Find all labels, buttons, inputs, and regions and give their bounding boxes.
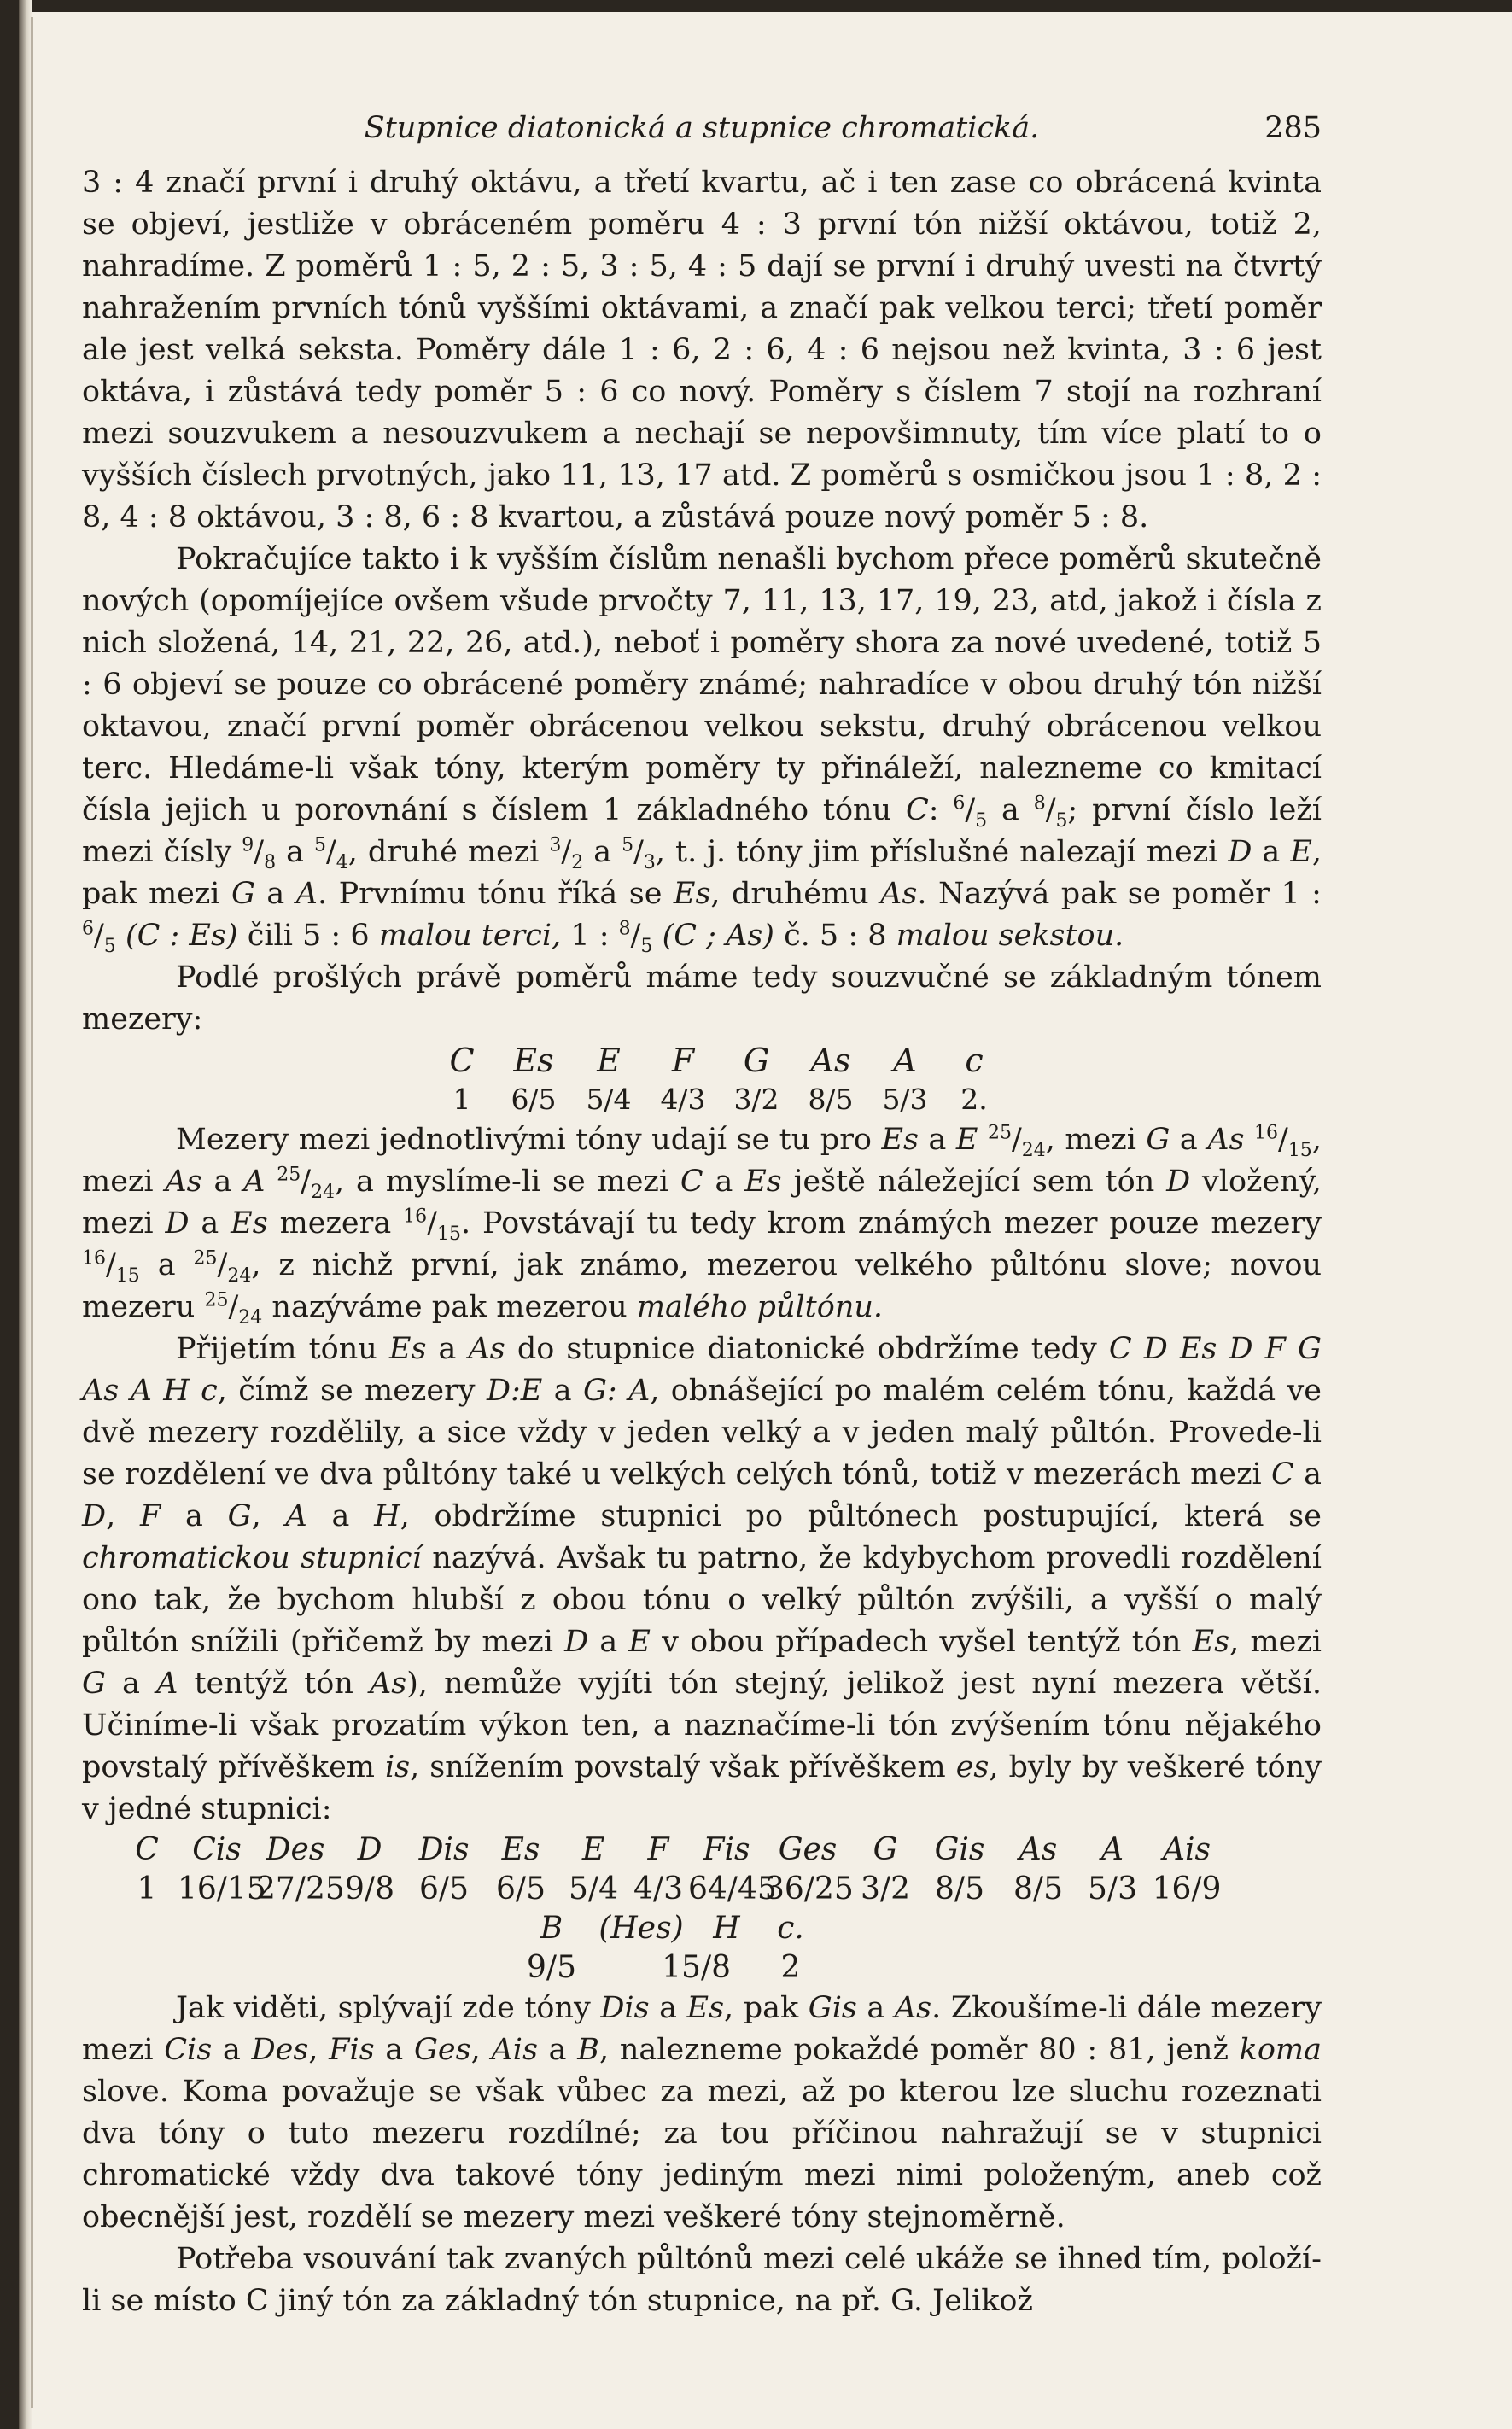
scale-ratio: 1 [452,1083,471,1116]
chromatic-ratio: 27/25 [256,1871,345,1906]
p5-t2: do stupnice diatonické obdržíme tedy [517,1332,1097,1366]
chromatic-name: E [581,1832,605,1867]
chromatic-ratio: 64/45 [688,1871,777,1906]
chromatic-ratio: 9/8 [345,1871,394,1906]
chromatic-ratio: 9/5 [527,1950,576,1985]
scale-ratio: 8/5 [808,1083,854,1116]
p2-text-a: Pokračujíce takto i k vyšším číslům nenašli bychom přece poměrů skutečně nových (opomíjejíce ovšem všude prvočty 7, 11, 13, 17, 19, 23, atd, jakož i čísla z nich složená, 14, 21, 22, 26, atd.), neboť i poměry shora za nové uvedené, totiž 5 : 6 objeví se pouze co obrácené poměry známé; nahradíce v obou druhý tón nižší oktavou, značí první poměr obrácenou velkou sekstu, druhý obrácenou velkou terc. Hledáme-li však tóny, kterým poměry ty přináleží, nalezneme co kmitací čísla jejich u porovnání s číslem 1 základného tónu [82,542,1322,827]
p5-t6: chromatickou stupnicí [82,1541,422,1575]
running-head: Stupnice diatonická a stupnice chromatická. [364,111,1040,145]
chromatic-ratio: 5/4 [569,1871,618,1906]
p6-t2: , pak [724,1991,799,2025]
p2-text-d: , t. j. tóny jim příslušné nalezají mezi [655,835,1218,869]
p4-t4: , a myslíme-li se mezi [335,1165,669,1199]
chromatic-ratio: 16/9 [1152,1871,1222,1906]
p2-text-b: ; první číslo leží mezi čísly [82,793,1322,869]
paragraph-4: Mezery mezi jednotlivými tóny udají se tu pro Es a E $^{25}/_{24}$, mezi G a As $^{16}/_{15}$, mezi As a A $^{25}/_{24}$, a myslíme-li se mezi C a Es ještě náležející sem tón D vložený, mezi D a Es mezera $^{16}/_{15}$. Povstávají tu tedy krom známých mezer pouze mezery $^{16}/_{15}$ a $^{25}/_{24}$, z nichž první, jak známo, mezerou velkého půltónu slove; novou mezeru $^{25}/_{24}$ nazýváme pak mezerou malého půltónu. [82,1122,1322,1328]
chromatic-ratio: 6/5 [419,1871,469,1906]
scale-name: G [743,1042,770,1079]
paragraph-5: Přijetím tónu Es a As do stupnice diatonické obdržíme tedy C D Es D F G As A H c, čímž se mezery D:E a G: A, obnášející po malém celém tónu, každá ve dvě mezery rozdělily, a sice vždy v jeden velký a v jeden malý půltón. Provede-li se rozdělení ve dva půltóny také u velkých celých tónů, totiž v mezerách mezi C a D, F a G, A a H, obdržíme stupnici po půltónech postupující, která se chromatickou stupnicí nazývá. Avšak tu patrno, že kdybychom provedli rozdělení ono tak, že bychom hlubší z obou tónu o velký půltón zvýšili, a vyšší o malý půltón snížili (přičemž by mezi D a E v obou případech vyšel tentýž tón Es, mezi G a A tentýž tón As), nemůže vyjíti tón stejný, jelikož jest nyní mezera větší. Učiníme-li však prozatím výkon ten, a naznačíme-li tón zvýšením tónu nějakého povstalý přívěškem is, snížením povstalý však přívěškem es, byly by veškeré tóny v jedné stupnici: [82,1332,1322,1826]
chromatic-ratio: 5/3 [1088,1871,1137,1906]
chromatic-name: A [1101,1832,1124,1867]
chromatic-ratio: 2 [780,1950,801,1985]
p4-t5: ještě náležející sem tón [793,1165,1155,1199]
p6-t3: . Zkoušíme-li dále mezery mezi [82,1991,1322,2067]
p5-t9: , mezi [1229,1625,1322,1659]
paragraph-1: 3 : 4 značí první i druhý oktávu, a třetí kvartu, ač i ten zase co obrácená kvinta se objeví, jestliže v obráceném poměru 4 : 3 první tón nižší oktávou, totiž 2, nahradíme. Z poměrů 1 : 5, 2 : 5, 3 : 5, 4 : 5 dají se první i druhý uvesti na čtvrtý nahražením prvních tónů vyššími oktávami, a značí pak velkou terci; třetí poměr ale jest velká seksta. Poměry dále 1 : 6, 2 : 6, 4 : 6 nejsou než kvinta, 3 : 6 jest oktáva, i zůstává tedy poměr 5 : 6 co nový. Poměry s číslem 7 stojí na rozhraní mezi souzvukem a nesouzvukem a nechají se nepovšimnuty, tím více platí to o vyšších číslech prvotných, jako 11, 13, 17 atd. Z poměrů s osmičkou jsou 1 : 8, 2 : 8, 4 : 8 oktávou, 3 : 8, 6 : 8 kvartou, a zůstává pouze nový poměr 5 : 8. [82,166,1322,534]
chromatic-name: Cis [192,1832,242,1867]
chromatic-ratio: 6/5 [496,1871,546,1906]
scale-ratios-row [428,1080,1017,1119]
scale-ratio: 5/4 [586,1083,632,1116]
chromatic-name: (Hes) [598,1911,684,1946]
p4-t6: vložený, mezi [82,1165,1322,1241]
p4-t11: malého půltónu. [636,1290,884,1324]
chromatic-ratios-row [116,1870,1311,1909]
p4-t8: . Povstávají tu tedy krom známých mezer pouze mezery [460,1206,1322,1241]
scale-ratio: 6/5 [511,1083,557,1116]
chromatic-name: Fis [703,1832,750,1867]
p2-text-j: č. 5 : 8 [784,919,887,953]
p5-t5: , obdržíme stupnici po půltónech postupující, která se [400,1499,1322,1533]
p5-t11: ), nemůže vyjíti tón stejný, jelikož jest nyní mezera větší. Učiníme-li však prozatím výkon ten, a naznačíme-li tón zvýšením tónu nějakého povstalý přívěškem [82,1667,1322,1784]
chromatic-names-row [116,1831,1311,1870]
scale-ratio: 4/3 [660,1083,706,1116]
p4-t10: nazýváme pak mezerou [271,1290,628,1324]
chromatic-name: Ges [778,1832,838,1867]
paragraph-7: Potřeba vsouvání tak zvaných půltónů mezi celé ukáže se ihned tím, položí-li se místo C jiný tón za základný tón stupnice, na př. G. Jelikož [82,2242,1322,2318]
paragraph-3: Podlé prošlých právě poměrů máme tedy souzvučné se základným tónem mezery: [82,961,1322,1036]
p2-text-g: . Nazývá pak se poměr 1 : [917,877,1322,911]
page-number: 285 [1264,111,1322,145]
chromatic-ratio: 4/3 [633,1871,683,1906]
p2-text-h: čili 5 : 6 [247,919,370,953]
chromatic-ratio: 8/5 [1013,1871,1063,1906]
page-margin-line [31,17,33,2408]
paragraph-2: Pokračujíce takto i k vyšším číslům nenašli bychom přece poměrů skutečně nových (opomíjejíce ovšem všude prvočty 7, 11, 13, 17, 19, 23, atd, jakož i čísla z nich složená, 14, 21, 22, 26, atd.), neboť i poměry shora za nové uvedené, totiž 5 : 6 objeví se pouze co obrácené poměry známé; nahradíce v obou druhý tón nižší oktavou, značí první poměr obrácenou velkou sekstu, druhý obrácenou velkou terc. Hledáme-li však tóny, kterým poměry ty přináleží, nalezneme co kmitací čísla jejich u porovnání s číslem 1 základného tónu C: $^6/_5$ a $^8/_5$; první číslo leží mezi čísly $^9/_8$ a $^5/_4$, druhé mezi $^3/_2$ a $^5/_3$, t. j. tóny jim příslušné nalezají mezi D a E, pak mezi G a A. Prvnímu tónu říká se Es, druhému As. Nazývá pak se poměr 1 : $^6/_5$ (C : Es) čili 5 : 6 malou terci, 1 : $^8/_5$ (C ; As) č. 5 : 8 malou sekstou. [82,542,1322,957]
chromatic-ratio: 36/25 [765,1871,854,1906]
chromatic-name: B [540,1911,563,1946]
chromatic-name: Dis [418,1832,470,1867]
scale-name: A [893,1042,917,1079]
p4-t2: , mezi [1045,1123,1136,1157]
p4-t1: Mezery mezi jednotlivými tóny udají se tu pro [176,1123,872,1157]
chromatic-ratio: 1 [137,1871,157,1906]
consonant-intervals-table [82,1041,1017,1119]
chromatic-name: C [135,1832,159,1867]
chromatic-name: H [713,1911,740,1946]
p5-t8: v obou případech vyšel tentýž tón [662,1625,1182,1659]
page-header [82,111,1322,162]
p6-t1: Jak viděti, splývají zde tóny [176,1991,591,2025]
scale-name: E [597,1042,621,1079]
p2-text-i: malou terci, [378,919,562,953]
p6-t6: slove. Koma považuje se však vůbec za mezi, až po kterou lze sluchu rozeznati dva tóny o tuto mezeru rozdílné; za tou příčinou nahražují se v stupnici chromatické vždy dva takové tóny jediným mezi nimi položeným, aneb což obecnější jest, rozdělí se mezery mezi veškeré tóny stejnoměrně. [82,2075,1322,2234]
chromatic-name: c. [777,1911,804,1946]
scale-name: F [671,1042,695,1079]
p2-text-e: . Prvnímu tónu říká se [318,877,663,911]
chromatic-name: As [1019,1832,1058,1867]
p4-t7: mezera [279,1206,392,1241]
p2-text-f: , druhému [710,877,869,911]
scale-name: Es [513,1042,554,1079]
scan-binding-edge [0,0,19,2429]
chromatic-ratio: 8/5 [935,1871,984,1906]
p5-t1: Přijetím tónu [176,1332,377,1366]
chromatic-name: F [647,1832,669,1867]
chromatic-name: Es [501,1832,540,1867]
chromatic-ratios-row-2 [116,1948,1311,1988]
p4-t9: , z nichž první, jak známo, mezerou velkého půltónu slove; novou mezeru [82,1248,1322,1324]
p6-t4: , nalezneme pokaždé poměr 80 : 81, jenž [598,2033,1229,2067]
chromatic-ratio: 16/15 [178,1871,266,1906]
chromatic-name: D [357,1832,382,1867]
chromatic-name: G [873,1832,898,1867]
p5-t7: nazývá. Avšak tu patrno, že kdybychom provedli rozdělení ono tak, že bychom hlubší z obou tónu o velký půltón zvýšili, a vyšší o malý půltón snížili (přičemž by mezi [82,1541,1322,1659]
p5-t12: , snížením povstalý však přívěškem [410,1750,946,1784]
body-text [82,162,1322,2322]
chromatic-ratio: 15/8 [662,1950,731,1985]
chromatic-ratio: 3/2 [861,1871,910,1906]
p5-t4: , obnášející po malém celém tónu, každá ve dvě mezery rozdělily, a sice vždy v jeden velký a v jeden malý půltón. Provede-li se rozdělení ve dva půltóny také u velkých celých tónů, totiž v mezerách mezi [82,1374,1322,1492]
scale-ratio: 5/3 [882,1083,928,1116]
p2-text-k: malou sekstou. [896,919,1124,953]
p5-t3: , čímž se mezery [217,1374,476,1408]
chromatic-names-row-2 [116,1909,1311,1948]
scale-name: As [810,1042,851,1079]
scale-name: C [449,1042,475,1079]
p4-t3: , mezi [82,1123,1322,1199]
scale-ratio: 2. [960,1083,988,1116]
chromatic-name: Ais [1163,1832,1211,1867]
p2-text-c: , druhé mezi [347,835,540,869]
paragraph-6: Jak viděti, splývají zde tóny Dis a Es, pak Gis a As. Zkoušíme-li dále mezery mezi Cis a Des, Fis a Ges, Ais a B, nalezneme pokaždé poměr 80 : 81, jenž koma slove. Koma považuje se však vůbec za mezi, až po kterou lze sluchu rozeznati dva tóny o tuto mezeru rozdílné; za tou příčinou nahražují se v stupnici chromatické vždy dva takové tóny jediným mezi nimi položeným, aneb což obecnější jest, rozdělí se mezery mezi veškeré tóny stejnoměrně. [82,1991,1322,2234]
scale-name: c [965,1042,984,1079]
chromatic-name: Gis [934,1832,985,1867]
scan-top-edge [0,0,1512,12]
book-page [82,111,1322,2322]
chromatic-scale-table [82,1831,1311,1988]
p5-t10: tentýž tón [194,1667,353,1701]
scale-ratio: 3/2 [733,1083,779,1116]
chromatic-name: Des [266,1832,325,1867]
scale-names-row [428,1041,1017,1080]
p5-t13: , byly by veškeré tóny v jedné stupnici: [82,1750,1322,1826]
p6-t5: koma [1239,2033,1322,2067]
